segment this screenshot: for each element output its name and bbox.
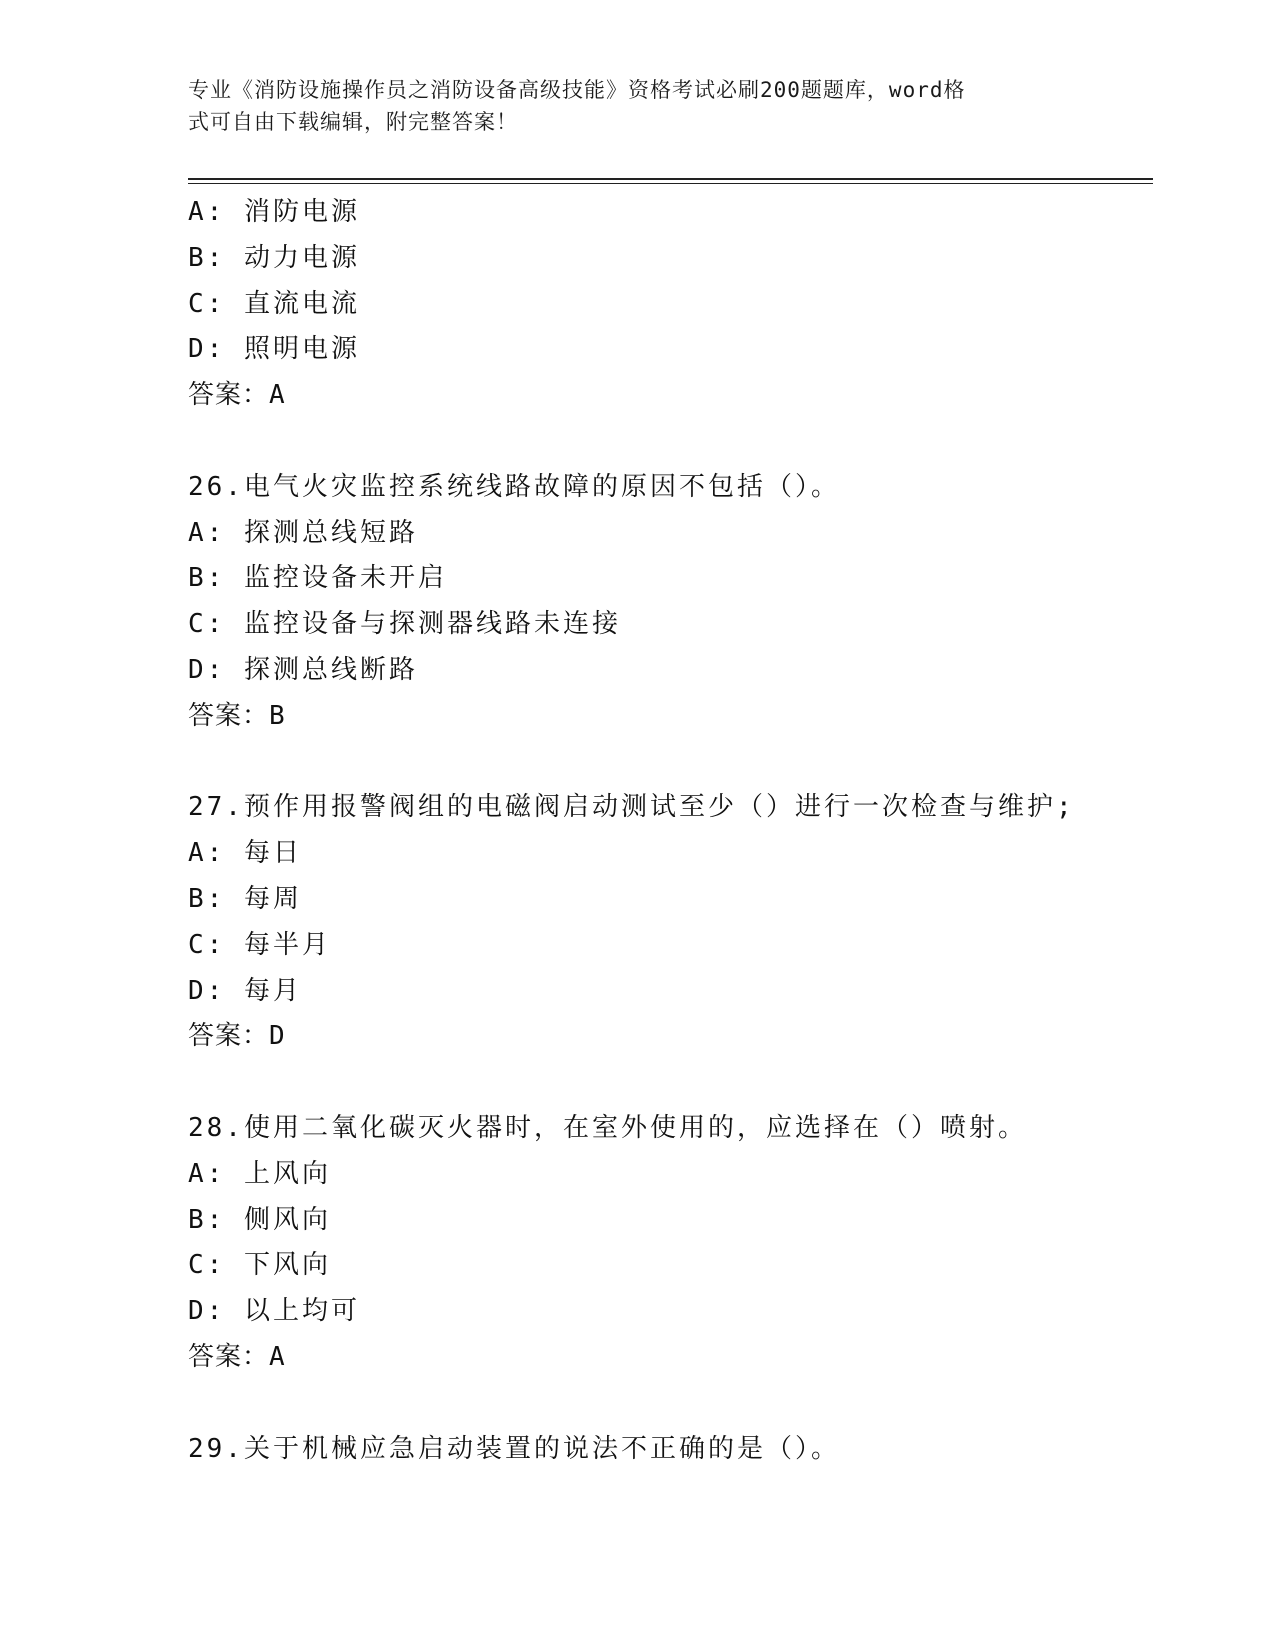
option-c: C: 每半月: [188, 929, 331, 960]
question-26: [188, 465, 1148, 740]
option-c: C: 监控设备与探测器线路未连接: [188, 609, 621, 640]
question-text: 26.电气火灾监控系统线路故障的原因不包括（）。: [188, 471, 840, 502]
question-27: [188, 785, 1148, 1060]
header-divider-thin: [188, 183, 1153, 184]
answer: 答案：D: [188, 1021, 286, 1052]
question-text: 29.关于机械应急启动装置的说法不正确的是（）。: [188, 1433, 840, 1464]
question-text: 27.预作用报警阀组的电磁阀启动测试至少（）进行一次检查与维护;: [188, 792, 1075, 823]
question-text: 28.使用二氧化碳灭火器时，在室外使用的，应选择在（）喷射。: [188, 1112, 1027, 1143]
spacer: [188, 1060, 1148, 1106]
option-a: A: 消防电源: [188, 197, 360, 227]
question-25-continuation: [188, 190, 1148, 419]
option-b: B: 动力电源: [188, 242, 360, 273]
option-d: D: 探测总线断路: [188, 654, 418, 685]
spacer: [188, 740, 1148, 786]
spacer: [188, 1381, 1148, 1427]
option-c: C: 下风向: [188, 1250, 331, 1281]
option-d: D: 每月: [188, 975, 302, 1006]
option-a: A: 探测总线短路: [188, 517, 418, 548]
option-b: B: 每周: [188, 883, 302, 914]
question-28: [188, 1106, 1148, 1381]
option-c: C: 直流电流: [188, 288, 360, 319]
question-29: [188, 1427, 1148, 1473]
option-b: B: 监控设备未开启: [188, 563, 447, 594]
document-header: [188, 74, 1068, 138]
header-line-2: 式可自由下载编辑，附完整答案！: [188, 110, 518, 134]
option-b: B: 侧风向: [188, 1204, 331, 1235]
option-a: A: 每日: [188, 838, 302, 869]
question-content: [188, 190, 1148, 1472]
option-a: A: 上风向: [188, 1158, 331, 1189]
option-d: D: 以上均可: [188, 1296, 360, 1327]
spacer: [188, 419, 1148, 465]
option-d: D: 照明电源: [188, 334, 360, 365]
header-line-1: 专业《消防设施操作员之消防设备高级技能》资格考试必刷200题题库，word格: [188, 78, 966, 102]
answer: 答案：B: [188, 700, 286, 731]
answer: 答案：A: [188, 380, 286, 411]
header-divider-thick: [188, 178, 1153, 180]
answer: 答案：A: [188, 1341, 286, 1372]
